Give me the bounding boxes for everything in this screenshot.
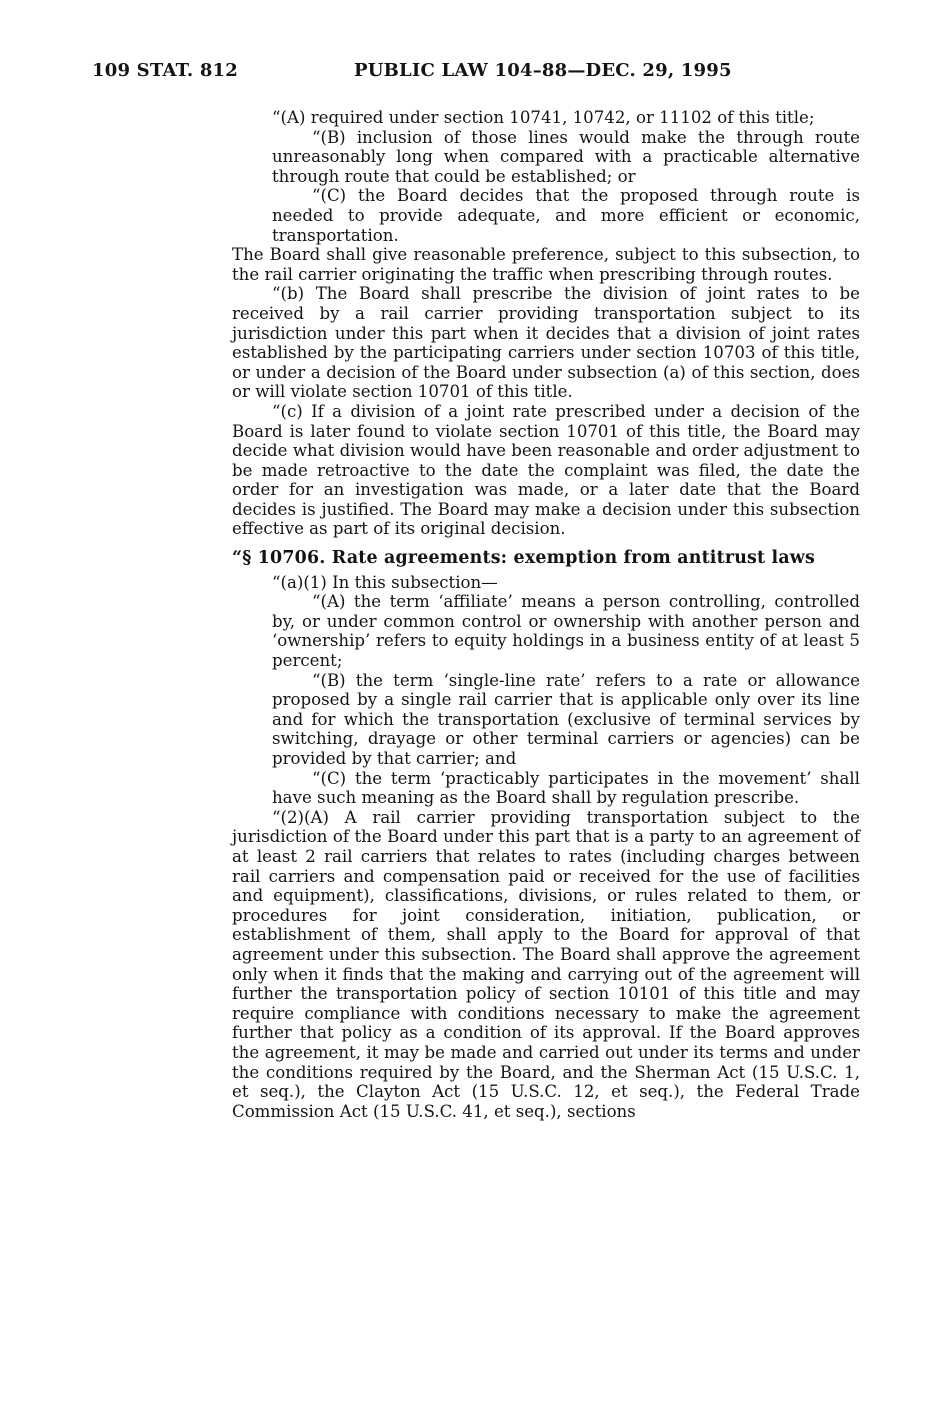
definition-practicably-participates: “(C) the term ‘practicably participates in the movement’ shall have such meaning as the Board shall by regulation prescribe.: [272, 768, 860, 808]
stat-page-number: 109 STAT. 812: [92, 60, 239, 81]
subsection-a1-intro: “(a)(1) In this subsection—: [272, 572, 498, 592]
definition-single-line-rate: “(B) the term ‘single-line rate’ refers to a rate or allowance proposed by a single rail carrier that is applicable only over its line and for which the transportation (exclusive of terminal services by switching, drayage or other terminal carriers or agencies) can be provided by that carrier; and: [272, 670, 860, 768]
public-law-citation: PUBLIC LAW 104–88—DEC. 29, 1995: [354, 60, 732, 81]
preference-paragraph: The Board shall give reasonable preference, subject to this subsection, to the rail carrier originating the traffic when prescribing through routes.: [232, 245, 860, 284]
subsection-c-division: “(c) If a division of a joint rate prescribed under a decision of the Board is later found to violate section 10701 of this title, the Board may decide what division would have been reasonable and order adjustment to be made retroactive to the date the complaint was filed, the date the order for an investigation was made, or a later date that the Board decides is justified. The Board may make a decision under this subsection effective as part of its original decision.: [232, 401, 860, 539]
clause-b-inclusion: “(B) inclusion of those lines would make the through route unreasonably long when compared with a practicable alternative through route that could be established; or: [272, 127, 860, 186]
definition-affiliate: “(A) the term ‘affiliate’ means a person controlling, controlled by, or under common control or ownership with another person and ‘ownership’ refers to equity holdings in a business entity of at least 5 percent;: [272, 592, 860, 671]
clause-text: “(A) required under section 10741, 10742, or 11102 of this title;: [272, 108, 815, 127]
clause-a-required: [232, 108, 860, 128]
subsection-a2A: “(2)(A) A rail carrier providing transportation subject to the jurisdiction of the Board under this part that is a party to an agreement of at least 2 rail carriers that relates to rates (including charges between rail carriers and compensation paid or received for the use of facilities and equipment), classifications, divisions, or rules related to them, or procedures for joint consideration, initiation, publication, or establishment of them, shall apply to the Board for approval of that agreement under this subsection. The Board shall approve the agreement only when it finds that the making and carrying out of the agreement will further the transportation policy of section 10101 of this title and may require compliance with conditions necessary to make the agreement further that policy as a condition of its approval. If the Board approves the agreement, it may be made and carried out under its terms and under the conditions required by the Board, and the Sherman Act (15 U.S.C. 1, et seq.), the Clayton Act (15 U.S.C. 12, et seq.), the Federal Trade Commission Act (15 U.S.C. 41, et seq.), sections: [232, 807, 860, 1121]
document-body: [232, 108, 860, 1121]
page-header: [92, 60, 872, 90]
clause-c-board-decides: “(C) the Board decides that the proposed through route is needed to provide adequate, and more efficient or economic, transportation.: [272, 186, 860, 245]
section-heading-10706: “§ 10706. Rate agreements: exemption from antitrust laws: [232, 548, 815, 569]
subsection-b-division: “(b) The Board shall prescribe the division of joint rates to be received by a rail carrier providing transportation subject to its jurisdiction under this part when it decides that a division of joint rates established by the participating carriers under section 10703 of this title, or under a decision of the Board under subsection (a) of this section, does or will violate section 10701 of this title.: [232, 284, 860, 402]
